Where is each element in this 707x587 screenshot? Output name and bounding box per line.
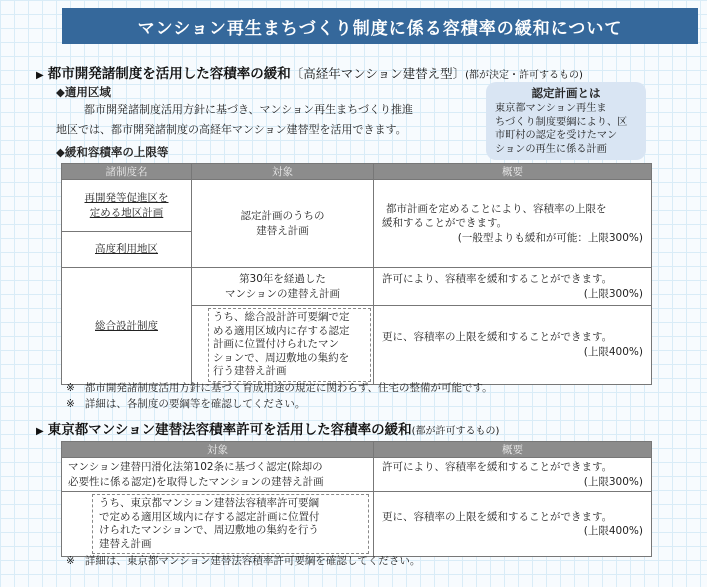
table1-row3-target	[192, 268, 374, 306]
table1-row4-target	[192, 306, 374, 385]
callout-line: ションの再生に係る計画	[495, 143, 607, 155]
triangle-bullet-icon: ▶	[36, 426, 44, 437]
applicable-area-text-2: 地区では、都市開発諸制度の高経年マンション建替型を活用できます。	[56, 123, 407, 136]
summary-line: 更に、容積率の上限を緩和することができます。	[382, 510, 613, 523]
summary-line: (上限400%)	[583, 345, 643, 358]
callout-line: 市町村の認定を受けたマン	[495, 130, 618, 141]
callout-line: ちづくり制度要綱により、区	[495, 116, 628, 128]
target-line: ションで、周辺敷地の集約を	[213, 351, 350, 364]
target-line: マンション建替円滑化法第102条に基づく認定(除却の	[68, 461, 323, 473]
applicable-area-heading	[56, 84, 111, 100]
table2-row1-target	[62, 458, 374, 492]
target-line: うち、総合設計許可要綱で定	[213, 311, 350, 323]
dashed-box	[92, 494, 369, 554]
page-title: マンション再生まちづくり制度に係る容積率の緩和について	[62, 8, 698, 44]
target-line: 第30年を経過した	[239, 273, 326, 285]
section1-heading-note: (都が決定・許可するもの)	[465, 70, 583, 81]
note-mark: ※	[66, 555, 75, 567]
table2-row1-summary	[374, 458, 652, 492]
table1-row4-summary	[374, 306, 652, 385]
section2-heading	[36, 418, 499, 438]
section1-heading-sub: 〔高経年マンション建替え型〕	[290, 66, 466, 81]
note-mark: ※	[66, 382, 75, 394]
upper-limit-heading	[56, 144, 168, 160]
summary-line: 都市計画を定めることにより、容積率の上限を	[386, 202, 607, 215]
note-2	[66, 396, 305, 411]
callout-title: 認定計画とは	[531, 86, 601, 100]
note-3	[66, 553, 420, 568]
callout-line: 東京都マンション再生ま	[495, 103, 607, 114]
target-line: 行う建替え計画	[213, 365, 287, 377]
target-line: けられたマンションで、周辺敷地の集約を行う	[99, 524, 319, 536]
callout-box	[486, 82, 646, 160]
table1-row3-summary	[374, 268, 652, 306]
target-line: める適用区域内に存する認定	[213, 324, 350, 337]
target-line: 建替え計画	[256, 224, 309, 237]
diamond-bullet-icon: ◆	[56, 145, 65, 159]
note-1	[66, 380, 493, 395]
row1-name-line: 再開発等促進区を	[84, 192, 169, 204]
target-line: マンションの建替え計画	[224, 287, 341, 300]
triangle-bullet-icon: ▶	[36, 70, 44, 81]
section1-heading-text: 都市開発諸制度を活用した容積率の緩和	[47, 66, 291, 82]
section2-heading-note: (都が許可するもの)	[411, 426, 500, 437]
table1-header: 概要	[374, 164, 652, 180]
summary-line: 許可により、容積率を緩和することができます。	[382, 273, 613, 285]
note-text: 都市開発諸制度活用方針に基づく育成用途の規定に関わらず、住宅の整備が可能です。	[84, 382, 493, 394]
table1-row12-target	[192, 180, 374, 268]
callout-body	[486, 101, 646, 156]
target-line: 必要性に係る認定)を取得したマンションの建替え計画	[68, 475, 324, 488]
summary-line: (一般型よりも緩和が可能：上限300%)	[457, 231, 643, 244]
target-line: うち、東京都マンション建替法容積率許可要綱	[99, 497, 320, 509]
table1-row3-name: 総合設計制度	[62, 268, 192, 385]
summary-line: 更に、容積率の上限を緩和することができます。	[382, 331, 613, 344]
table1-row2-name: 高度利用地区	[62, 232, 192, 268]
table1-header: 諸制度名	[62, 164, 192, 180]
table2-row2-target	[62, 492, 374, 557]
target-line: 認定計画のうちの	[240, 210, 325, 222]
upper-limit-label: 緩和容積率の上限等	[64, 145, 169, 159]
table1-row12-summary	[374, 180, 652, 268]
table2-row2-summary	[374, 492, 652, 557]
row1-name-line: 定める地区計画	[89, 206, 164, 219]
summary-line: (上限300%)	[583, 475, 643, 488]
summary-line: (上限300%)	[583, 287, 643, 300]
table-2	[61, 441, 652, 557]
note-text: 詳細は、東京都マンション建替法容積率許可要綱を確認してください。	[84, 555, 421, 567]
target-line: 建替え計画	[99, 537, 152, 550]
table-1	[61, 163, 652, 385]
target-line: 計画に位置付けられたマン	[213, 338, 339, 350]
summary-line: 許可により、容積率を緩和することができます。	[382, 461, 613, 473]
table2-header: 概要	[374, 442, 652, 458]
summary-line: (上限400%)	[583, 525, 643, 537]
summary-line: 緩和することができます。	[382, 217, 508, 230]
table1-row1-name	[62, 180, 192, 232]
table2-header: 対象	[62, 442, 374, 458]
applicable-area-label: 適用区域	[64, 85, 111, 99]
note-mark: ※	[66, 398, 75, 410]
applicable-area-text-1: 都市開発諸制度活用方針に基づき、マンション再生まちづくり推進	[84, 103, 413, 116]
dashed-box	[208, 308, 371, 382]
section1-heading	[36, 62, 583, 82]
diamond-bullet-icon: ◆	[56, 85, 65, 99]
target-line: で定める適用区域内に存する認定計画に位置付	[99, 510, 320, 523]
section2-heading-text: 東京都マンション建替法容積率許可を活用した容積率の緩和	[47, 422, 412, 438]
note-text: 詳細は、各制度の要綱等を確認してください。	[84, 398, 306, 410]
table1-header: 対象	[192, 164, 374, 180]
